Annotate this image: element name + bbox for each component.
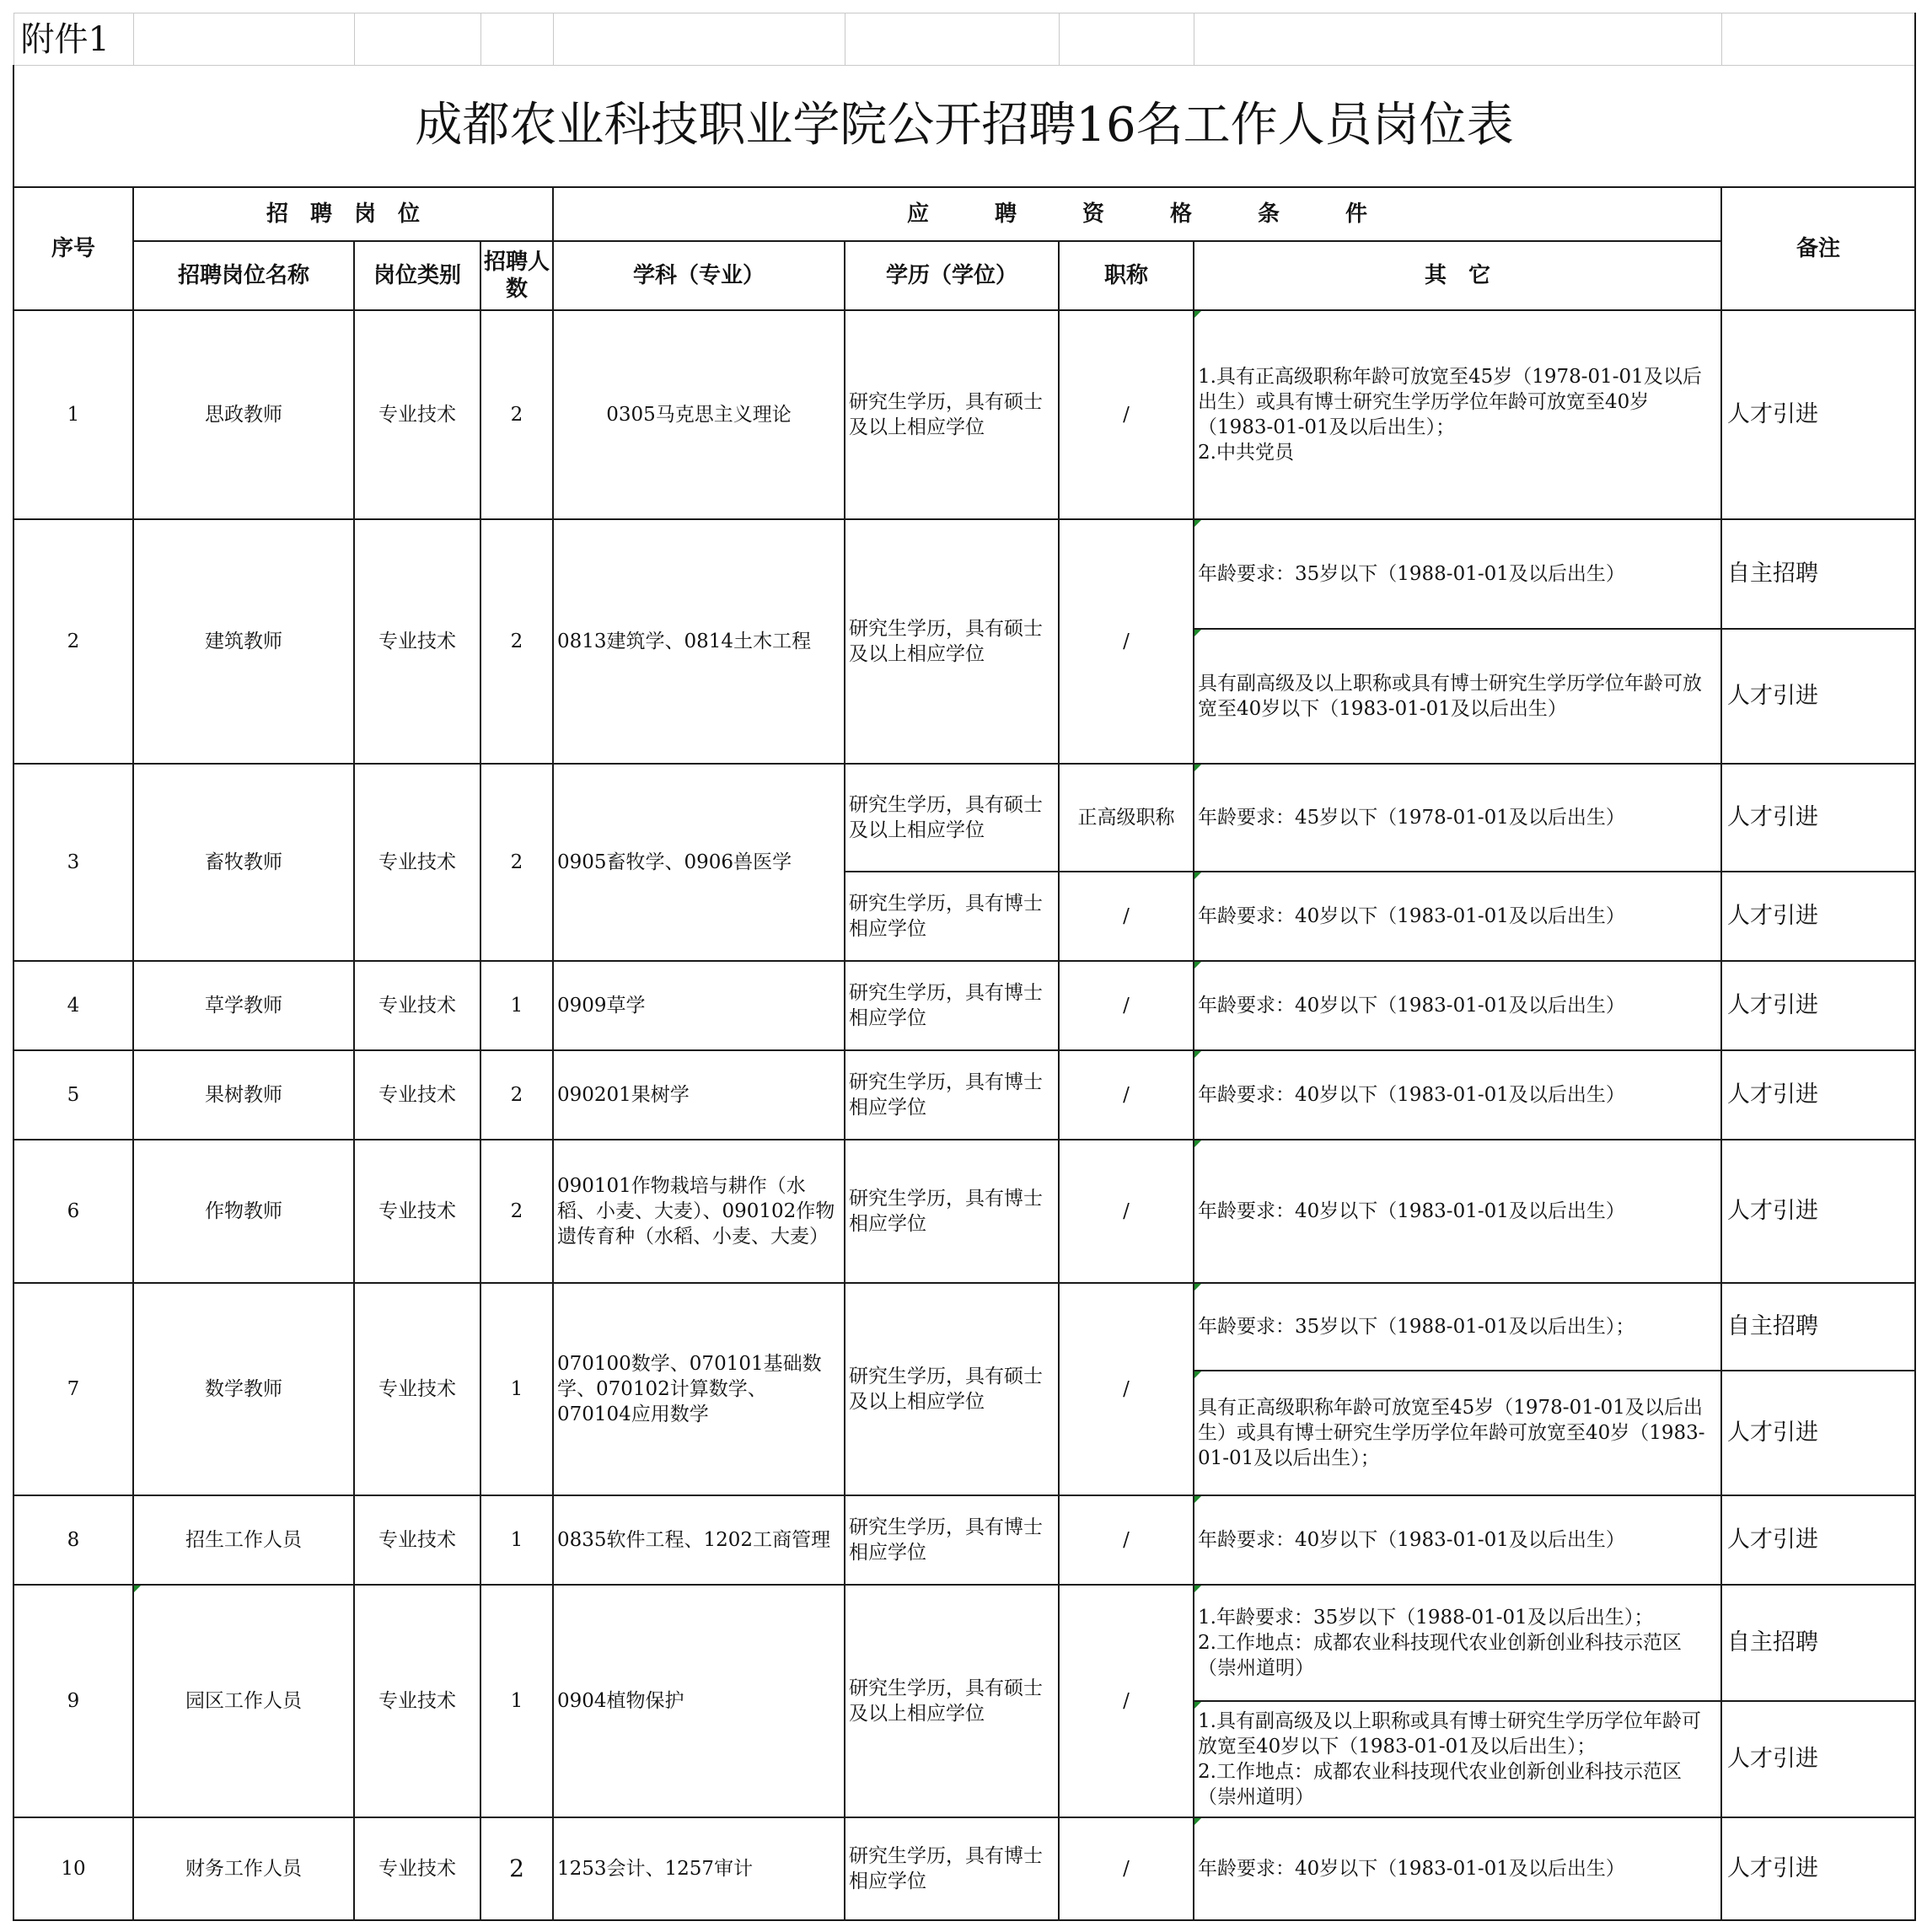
attachment-label: 附件1 (13, 13, 133, 66)
count-cell: 2 (480, 519, 553, 764)
title-rank-cell: / (1059, 1585, 1194, 1817)
education-cell: 研究生学历，具有硕士及以上相应学位 (845, 1585, 1059, 1817)
count-cell: 1 (480, 1495, 553, 1585)
major-cell: 0305马克思主义理论 (553, 310, 845, 519)
position-type-cell: 专业技术 (354, 1817, 480, 1920)
header-remark: 备注 (1721, 187, 1915, 310)
position-name-cell: 招生工作人员 (133, 1495, 354, 1585)
position-type-cell: 专业技术 (354, 519, 480, 764)
title-row (13, 66, 1915, 187)
position-type-cell: 专业技术 (354, 310, 480, 519)
remark-cell: 人才引进 (1721, 764, 1915, 872)
count-cell: 2 (480, 1817, 553, 1920)
title-rank-cell: / (1059, 961, 1194, 1050)
page-title: 成都农业科技职业学院公开招聘16名工作人员岗位表 (13, 66, 1915, 187)
header-position-name: 招聘岗位名称 (133, 241, 354, 310)
title-rank-cell: / (1059, 1495, 1194, 1585)
education-cell: 研究生学历，具有硕士及以上相应学位 (845, 519, 1059, 764)
table-row (13, 1140, 1915, 1283)
position-type-cell: 专业技术 (354, 1050, 480, 1140)
title-rank-cell: / (1059, 1817, 1194, 1920)
table-row (13, 1283, 1915, 1371)
table-row (13, 1050, 1915, 1140)
major-cell: 090201果树学 (553, 1050, 845, 1140)
other-requirement-cell: 具有正高级职称年龄可放宽至45岁（1978-01-01及以后出生）或具有博士研究生学历学位年龄可放宽至40岁（1983-01-01及以后出生）； (1194, 1371, 1721, 1495)
header-position-type: 岗位类别 (354, 241, 480, 310)
major-cell: 0813建筑学、0814土木工程 (553, 519, 845, 764)
count-cell: 1 (480, 1283, 553, 1495)
remark-cell: 人才引进 (1721, 1371, 1915, 1495)
table-row (13, 519, 1915, 629)
attachment-row (13, 13, 1915, 66)
other-requirement-cell: 年龄要求：40岁以下（1983-01-01及以后出生） (1194, 1140, 1721, 1283)
seq-cell: 5 (13, 1050, 133, 1140)
table-row (13, 1585, 1915, 1701)
position-name-cell: 作物教师 (133, 1140, 354, 1283)
seq-cell: 8 (13, 1495, 133, 1585)
table-row (13, 764, 1915, 872)
other-requirement-cell: 年龄要求：40岁以下（1983-01-01及以后出生） (1194, 1495, 1721, 1585)
other-requirement-cell: 1.年龄要求：35岁以下（1988-01-01及以后出生）； 2.工作地点：成都农业科技现代农业创新创业科技示范区（崇州道明） (1194, 1585, 1721, 1701)
recruitment-table (13, 13, 1916, 1921)
education-cell: 研究生学历，具有博士相应学位 (845, 872, 1059, 961)
count-cell: 2 (480, 1050, 553, 1140)
seq-cell: 2 (13, 519, 133, 764)
education-cell: 研究生学历，具有硕士及以上相应学位 (845, 1283, 1059, 1495)
table-row (13, 310, 1915, 519)
count-cell: 2 (480, 764, 553, 961)
table-row (13, 961, 1915, 1050)
title-rank-cell: / (1059, 872, 1194, 961)
position-name-cell: 建筑教师 (133, 519, 354, 764)
other-requirement-cell: 1.具有正高级职称年龄可放宽至45岁（1978-01-01及以后出生）或具有博士研究生学历学位年龄可放宽至40岁（1983-01-01及以后出生）； 2.中共党员 (1194, 310, 1721, 519)
header-qualification-group: 应 聘 资 格 条 件 (553, 187, 1721, 241)
count-cell: 2 (480, 310, 553, 519)
remark-cell: 人才引进 (1721, 1495, 1915, 1585)
education-cell: 研究生学历，具有博士相应学位 (845, 1817, 1059, 1920)
position-type-cell: 专业技术 (354, 961, 480, 1050)
remark-cell: 自主招聘 (1721, 1585, 1915, 1701)
major-cell: 070100数学、070101基础数学、070102计算数学、070104应用数学 (553, 1283, 845, 1495)
title-rank-cell: / (1059, 1283, 1194, 1495)
table-row (13, 1817, 1915, 1920)
major-cell: 0835软件工程、1202工商管理 (553, 1495, 845, 1585)
other-requirement-cell: 年龄要求：40岁以下（1983-01-01及以后出生） (1194, 1050, 1721, 1140)
other-requirement-cell: 具有副高级及以上职称或具有博士研究生学历学位年龄可放宽至40岁以下（1983-01-01及以后出生） (1194, 629, 1721, 764)
position-name-cell: 财务工作人员 (133, 1817, 354, 1920)
position-name-cell: 果树教师 (133, 1050, 354, 1140)
position-name-cell: 草学教师 (133, 961, 354, 1050)
remark-cell: 人才引进 (1721, 961, 1915, 1050)
header-major: 学科（专业） (553, 241, 845, 310)
title-rank-cell: / (1059, 519, 1194, 764)
major-cell: 0905畜牧学、0906兽医学 (553, 764, 845, 961)
other-requirement-cell: 年龄要求：40岁以下（1983-01-01及以后出生） (1194, 872, 1721, 961)
count-cell: 1 (480, 1585, 553, 1817)
other-requirement-cell: 年龄要求：35岁以下（1988-01-01及以后出生）； (1194, 1283, 1721, 1371)
remark-cell: 人才引进 (1721, 1817, 1915, 1920)
title-rank-cell: / (1059, 1050, 1194, 1140)
title-rank-cell: 正高级职称 (1059, 764, 1194, 872)
header-education: 学历（学位） (845, 241, 1059, 310)
header-seq: 序号 (13, 187, 133, 310)
title-rank-cell: / (1059, 310, 1194, 519)
seq-cell: 9 (13, 1585, 133, 1817)
other-requirement-cell: 1.具有副高级及以上职称或具有博士研究生学历学位年龄可放宽至40岁以下（1983-01-01及以后出生）； 2.工作地点：成都农业科技现代农业创新创业科技示范区（崇州道明） (1194, 1701, 1721, 1817)
remark-cell: 自主招聘 (1721, 519, 1915, 629)
header-row-2 (13, 241, 1915, 310)
education-cell: 研究生学历，具有硕士及以上相应学位 (845, 764, 1059, 872)
major-cell: 0909草学 (553, 961, 845, 1050)
position-type-cell: 专业技术 (354, 1140, 480, 1283)
remark-cell: 人才引进 (1721, 629, 1915, 764)
header-title-rank: 职称 (1059, 241, 1194, 310)
other-requirement-cell: 年龄要求：40岁以下（1983-01-01及以后出生） (1194, 961, 1721, 1050)
education-cell: 研究生学历，具有硕士及以上相应学位 (845, 310, 1059, 519)
header-position-group: 招 聘 岗 位 (133, 187, 553, 241)
seq-cell: 4 (13, 961, 133, 1050)
remark-cell: 自主招聘 (1721, 1283, 1915, 1371)
other-requirement-cell: 年龄要求：35岁以下（1988-01-01及以后出生） (1194, 519, 1721, 629)
table-row (13, 1495, 1915, 1585)
count-cell: 2 (480, 1140, 553, 1283)
header-other: 其 它 (1194, 241, 1721, 310)
position-name-cell: 园区工作人员 (133, 1585, 354, 1817)
header-count: 招聘人数 (480, 241, 553, 310)
seq-cell: 1 (13, 310, 133, 519)
remark-cell: 人才引进 (1721, 310, 1915, 519)
title-rank-cell: / (1059, 1140, 1194, 1283)
major-cell: 0904植物保护 (553, 1585, 845, 1817)
position-name-cell: 畜牧教师 (133, 764, 354, 961)
seq-cell: 7 (13, 1283, 133, 1495)
position-type-cell: 专业技术 (354, 1283, 480, 1495)
education-cell: 研究生学历，具有博士相应学位 (845, 1050, 1059, 1140)
seq-cell: 3 (13, 764, 133, 961)
seq-cell: 10 (13, 1817, 133, 1920)
position-name-cell: 思政教师 (133, 310, 354, 519)
remark-cell: 人才引进 (1721, 1701, 1915, 1817)
count-cell: 1 (480, 961, 553, 1050)
education-cell: 研究生学历，具有博士相应学位 (845, 961, 1059, 1050)
position-type-cell: 专业技术 (354, 764, 480, 961)
position-type-cell: 专业技术 (354, 1585, 480, 1817)
other-requirement-cell: 年龄要求：40岁以下（1983-01-01及以后出生） (1194, 1817, 1721, 1920)
education-cell: 研究生学历，具有博士相应学位 (845, 1495, 1059, 1585)
remark-cell: 人才引进 (1721, 1140, 1915, 1283)
position-name-cell: 数学教师 (133, 1283, 354, 1495)
major-cell: 1253会计、1257审计 (553, 1817, 845, 1920)
remark-cell: 人才引进 (1721, 1050, 1915, 1140)
seq-cell: 6 (13, 1140, 133, 1283)
major-cell: 090101作物栽培与耕作（水稻、小麦、大麦）、090102作物遗传育种（水稻、小麦、大麦） (553, 1140, 845, 1283)
education-cell: 研究生学历，具有博士相应学位 (845, 1140, 1059, 1283)
remark-cell: 人才引进 (1721, 872, 1915, 961)
header-row-1 (13, 187, 1915, 241)
other-requirement-cell: 年龄要求：45岁以下（1978-01-01及以后出生） (1194, 764, 1721, 872)
position-type-cell: 专业技术 (354, 1495, 480, 1585)
